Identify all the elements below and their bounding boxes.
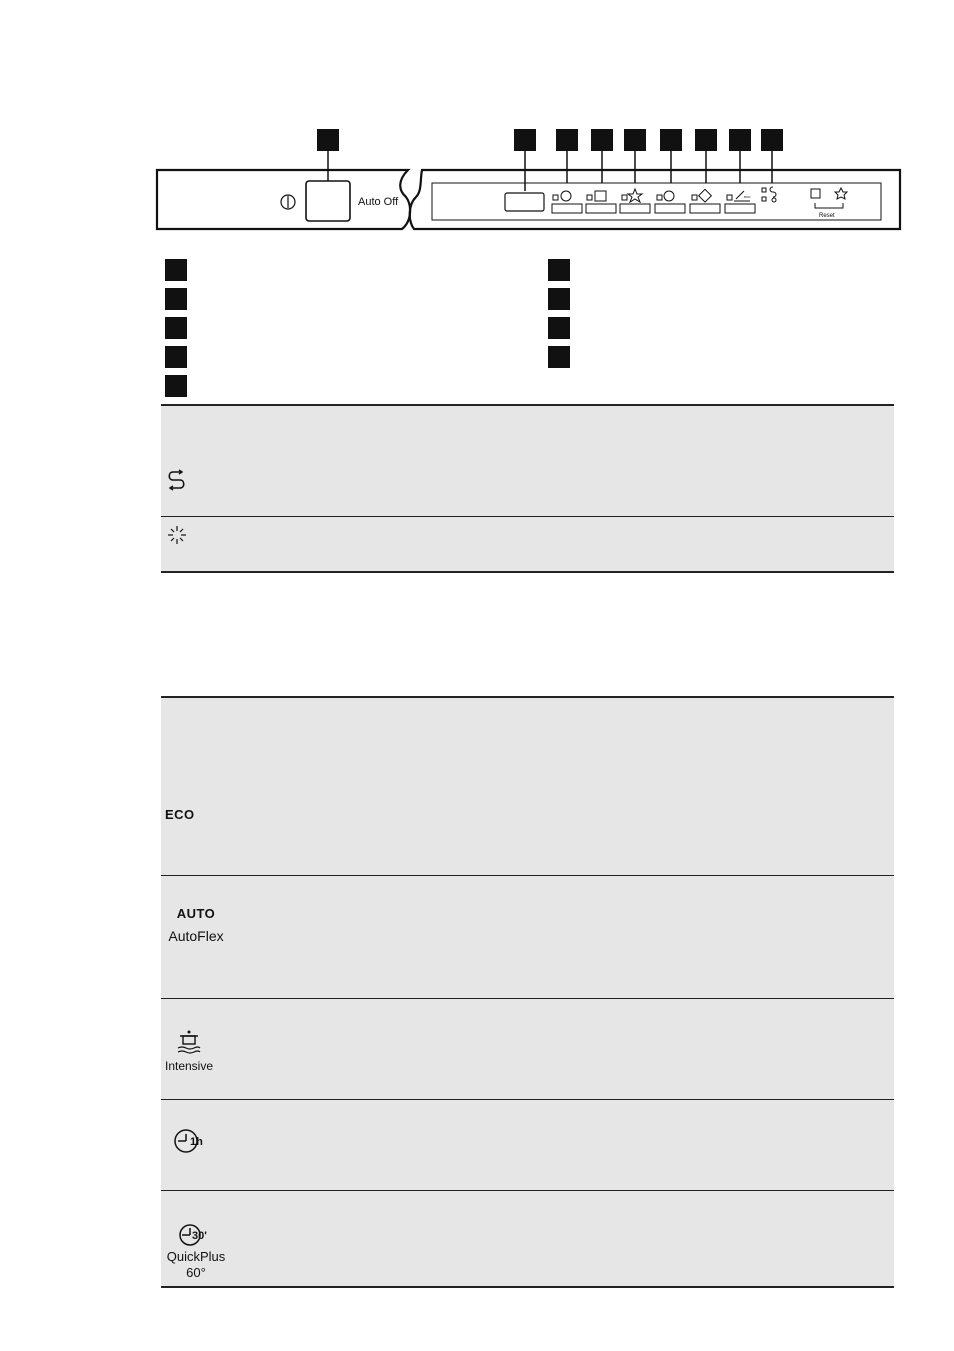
callout-7	[695, 129, 717, 151]
control-panel	[150, 125, 910, 240]
legend-box-8	[548, 317, 570, 339]
legend-box-9	[548, 346, 570, 368]
legend-box-5	[165, 375, 187, 397]
quickplus-label: QuickPlus	[166, 1249, 226, 1264]
auto-off-label: Auto Off	[358, 196, 399, 208]
salt-icon	[165, 523, 189, 552]
callout-2	[514, 129, 536, 151]
legend-box-2	[165, 288, 187, 310]
autoflex-label: AutoFlex	[168, 928, 224, 944]
intensive-label: Intensive	[164, 1059, 214, 1073]
reset-label: Reset	[819, 213, 835, 219]
legend-box-7	[548, 288, 570, 310]
display	[505, 193, 544, 211]
extra-dry-label: eco	[744, 194, 751, 199]
quickplus-temp-label: 60°	[186, 1265, 206, 1280]
indicator-row-salt	[161, 517, 894, 573]
time-manager-icon	[664, 191, 674, 201]
eco-label: ECO	[165, 807, 195, 822]
clock-1h-icon	[173, 1126, 207, 1156]
legend-box-6	[548, 259, 570, 281]
delay-start-icon	[561, 191, 571, 201]
clock-30-icon	[176, 1223, 216, 1247]
callout-1	[317, 129, 339, 151]
favourite-star-icon	[628, 189, 642, 202]
programme-row-1h	[161, 1100, 894, 1191]
legend-box-1	[165, 259, 187, 281]
indicator-header-row	[161, 404, 894, 463]
salt-small-icon	[772, 198, 776, 202]
programme-row-quickplus	[161, 1191, 894, 1288]
extra-hygiene-icon	[699, 189, 712, 202]
programme-row-eco	[161, 775, 894, 876]
programme-row-autoflex	[161, 876, 894, 999]
callout-8	[729, 129, 751, 151]
legend-box-4	[165, 346, 187, 368]
programme-header-row	[161, 696, 894, 777]
callout-9	[761, 129, 783, 151]
on-off-button	[306, 181, 350, 221]
rinse-aid-small-icon	[770, 187, 776, 197]
callout-6	[660, 129, 682, 151]
callout-4	[591, 129, 613, 151]
callout-5	[624, 129, 646, 151]
reset-p-icon	[811, 189, 820, 198]
svg-text:30': 30'	[192, 1230, 207, 1242]
svg-text:1h: 1h	[190, 1136, 203, 1148]
reset-star-icon	[835, 188, 847, 199]
programme-row-intensive	[161, 999, 894, 1100]
callout-3	[556, 129, 578, 151]
pot-icon	[174, 1029, 204, 1057]
indicator-row-rinse-aid	[161, 461, 894, 517]
auto-label: AUTO	[176, 906, 216, 921]
legend-box-3	[165, 317, 187, 339]
rinse-aid-icon	[165, 469, 189, 498]
programme-p-icon	[595, 191, 606, 201]
